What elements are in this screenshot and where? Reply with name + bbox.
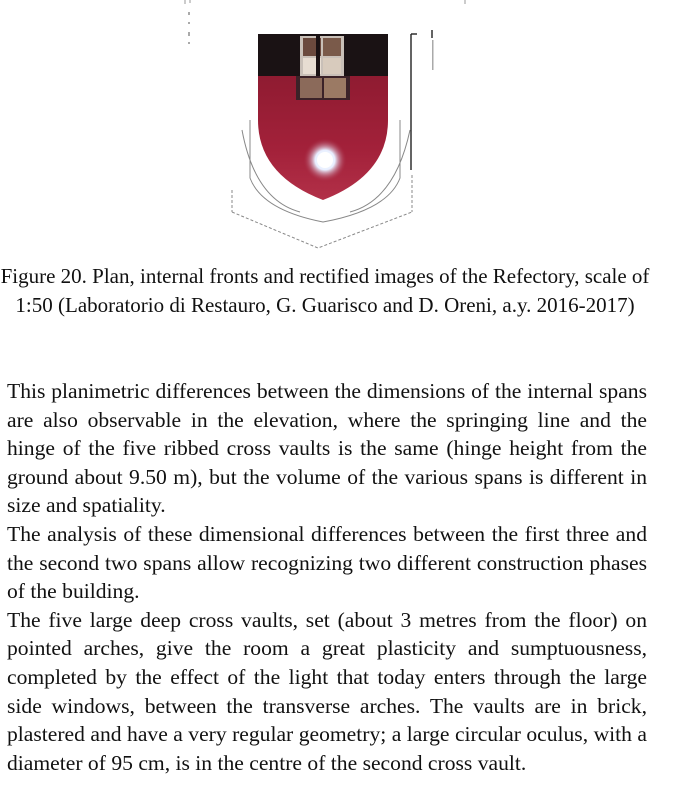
paragraph: This planimetric differences between the dimensions of the internal spans are also observable in the elevation, where the springing line and the hinge of the five ribbed cross vaults is the same (hinge height from the ground about 9.50 m), but the volume of the various spans is different in size and spatiality. <box>7 379 647 518</box>
figure-caption: Figure 20. Plan, internal fronts and rectified images of the Refectory, scale of 1:50 (Laboratorio di Restauro, G. Guarisco and D. Oreni, a.y. 2016-2017) <box>0 264 650 317</box>
refectory-drawing <box>0 0 650 262</box>
figure-image <box>0 0 650 262</box>
paragraph: The five large deep cross vaults, set (about 3 metres from the floor) on pointed arches, give the room a great plasticity and sumptuousness, completed by the effect of the light that today enters through the large side windows, between the transverse arches. The vaults are in brick, plastered and have a very regular geometry; a large circular oculus, with a diameter of 95 cm, is in the centre of the second cross vault. <box>7 607 647 775</box>
paragraph: The analysis of these dimensional differences between the first three and the second two spans allow recognizing two different construction phases of the building. <box>7 521 647 604</box>
left-dim-marks <box>188 12 190 44</box>
right-dimension-line <box>411 30 434 170</box>
vault-section <box>258 34 388 200</box>
top-tick-marks <box>185 0 465 4</box>
body-text <box>7 377 647 777</box>
